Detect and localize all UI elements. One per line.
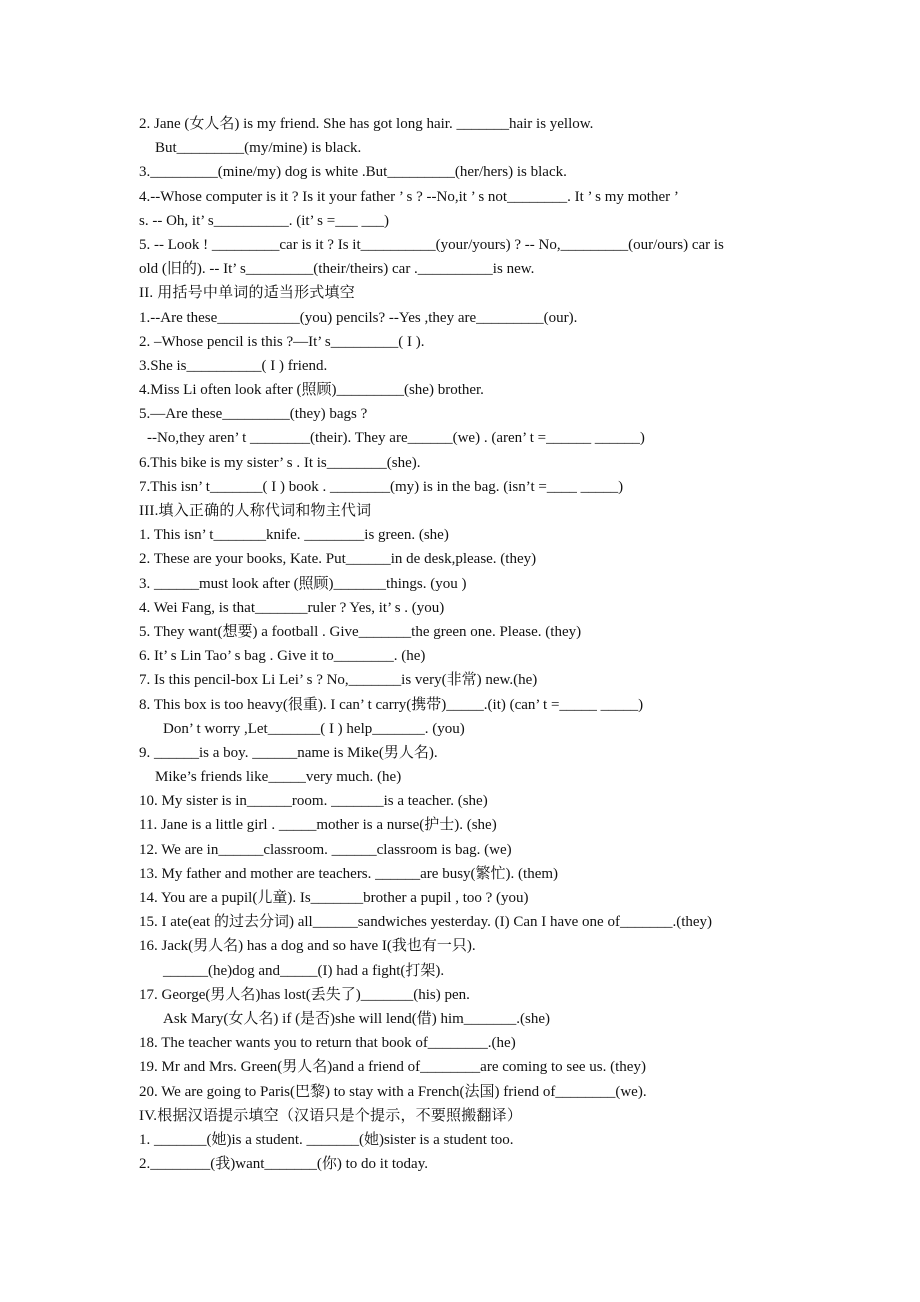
- exercise-line: 3._________(mine/my) dog is white .But_________(her/hers) is black.: [139, 164, 567, 181]
- exercise-line: Mike’s friends like_____very much. (he): [155, 769, 402, 786]
- exercise-line: 13. My father and mother are teachers. ______are busy(繁忙). (them): [139, 865, 559, 882]
- exercise-line: old (旧的). -- It’ s_________(their/theirs) car .__________is new.: [139, 261, 535, 278]
- exercise-line: 9. ______is a boy. ______name is Mike(男人名).: [139, 744, 438, 761]
- exercise-line: 1. This isn’ t_______knife. ________is green. (she): [139, 527, 449, 544]
- exercise-line: 1.--Are these___________(you) pencils? --Yes ,they are_________(our).: [139, 309, 578, 326]
- exercise-line: Don’ t worry ,Let_______( I ) help_______. (you): [163, 720, 465, 737]
- exercise-line: 19. Mr and Mrs. Green(男人名)and a friend of________are coming to see us. (they): [139, 1059, 646, 1076]
- exercise-line: 3.She is__________( I ) friend.: [139, 357, 328, 374]
- exercise-line: 4.Miss Li often look after (照顾)_________(she) brother.: [139, 382, 484, 399]
- exercise-line: 20. We are going to Paris(巴黎) to stay with a French(法国) friend of________(we).: [139, 1083, 647, 1100]
- exercise-line: --No,they aren’ t ________(their). They are______(we) . (aren’ t =______ ______): [147, 430, 645, 447]
- exercise-line: Ask Mary(女人名) if (是否)she will lend(借) him_______.(she): [163, 1010, 551, 1027]
- exercise-line: 14. You are a pupil(儿童). Is_______brother a pupil , too ? (you): [139, 890, 529, 906]
- exercise-line: 3. ______must look after (照顾)_______things. (you ): [139, 575, 467, 592]
- exercise-line: 10. My sister is in______room. _______is a teacher. (she): [139, 793, 488, 810]
- exercise-line: ______(he)dog and_____(I) had a fight(打架).: [163, 962, 445, 979]
- exercise-line: 12. We are in______classroom. ______classroom is bag. (we): [139, 841, 512, 858]
- exercise-line: s. -- Oh, it’ s__________. (it’ s =___ ___): [139, 212, 389, 229]
- exercise-line: 4. Wei Fang, is that_______ruler ? Yes, it’ s . (you): [139, 599, 445, 616]
- exercise-line: 6. It’ s Lin Tao’ s bag . Give it to________. (he): [139, 648, 426, 665]
- worksheet-body: [139, 112, 880, 1176]
- exercise-line: 2.________(我)want_______(你) to do it today.: [139, 1156, 428, 1173]
- exercise-line: 2. Jane (女人名) is my friend. She has got long hair. _______hair is yellow.: [139, 116, 594, 132]
- exercise-line: 5.—Are these_________(they) bags ?: [139, 406, 368, 423]
- exercise-line: But_________(my/mine) is black.: [155, 140, 362, 157]
- exercise-line: 1. _______(她)is a student. _______(她)sister is a student too.: [139, 1131, 514, 1148]
- exercise-line: 16. Jack(男人名) has a dog and so have I(我也有一只).: [139, 938, 476, 955]
- section-heading: III.填入正确的人称代词和物主代词: [139, 503, 372, 519]
- exercise-line: 15. I ate(eat 的过去分词) all______sandwiches yesterday. (I) Can I have one of_______.(they): [139, 914, 713, 931]
- exercise-line: 2. –Whose pencil is this ?—It’ s_________( I ).: [139, 333, 425, 350]
- section-heading: IV.根据汉语提示填空（汉语只是个提示，不要照搬翻译）: [139, 1107, 523, 1124]
- exercise-line: 18. The teacher wants you to return that book of________.(he): [139, 1035, 516, 1052]
- exercise-line: 6.This bike is my sister’ s . It is________(she).: [139, 454, 421, 471]
- exercise-line: 7.This isn’ t_______( I ) book . ________(my) is in the bag. (isn’t =____ _____): [139, 478, 624, 495]
- exercise-line: 2. These are your books, Kate. Put______in de desk,please. (they): [139, 551, 537, 568]
- exercise-line: 5. -- Look ! _________car is it ? Is it__________(your/yours) ? -- No,_________(our/ours) car is: [139, 236, 724, 253]
- exercise-line: 17. George(男人名)has lost(丢失了)_______(his) pen.: [139, 986, 470, 1003]
- exercise-line: 8. This box is too heavy(很重). I can’ t carry(携带)_____.(it) (can’ t =_____ _____): [139, 696, 644, 713]
- section-heading: II. 用括号中单词的适当形式填空: [139, 285, 355, 302]
- exercise-line: 5. They want(想要) a football . Give_______the green one. Please. (they): [139, 623, 582, 640]
- exercise-line: 11. Jane is a little girl . _____mother is a nurse(护士). (she): [139, 817, 497, 834]
- exercise-line: 4.--Whose computer is it ? Is it your father ’ s ? --No,it ’ s not________. It ’ s my mother ’: [139, 188, 679, 205]
- exercise-line: 7. Is this pencil-box Li Lei’ s ? No,_______is very(非常) new.(he): [139, 672, 538, 689]
